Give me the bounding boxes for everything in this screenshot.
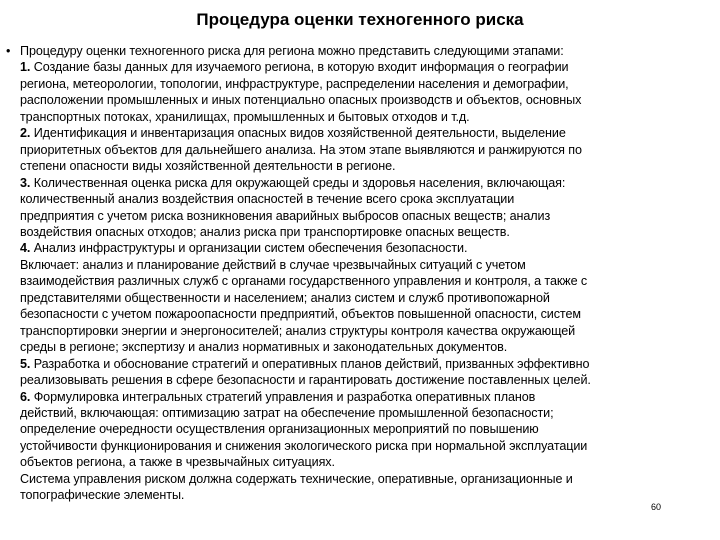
step-text: Анализ инфраструктуры и организации систем обеспечения безопасности. [30,241,468,256]
slide-title: Процедура оценки техногенного риска [196,10,524,29]
step-line [20,59,718,75]
step-text: Создание базы данных для изучаемого региона, в которую входит информация о географии [30,60,569,75]
step-4 [20,240,718,355]
step-text: Идентификация и инвентаризация опасных видов хозяйственной деятельности, выделение [30,126,566,141]
step-1 [20,59,718,125]
step-number: 2. [20,126,31,141]
step-line: количественный анализ воздействия опасностей в течение всего срока эксплуатации [20,192,515,207]
step-5 [20,356,718,389]
closing-paragraph [20,471,718,504]
step-text: Количественная оценка риска для окружающей среды и здоровья населения, включающая: [30,175,566,190]
page-number: 60 [651,502,662,512]
step-line: безопасности с учетом пожароопасности предприятий, объектов повышенной опасности, систем [20,307,581,322]
step-3 [20,175,718,241]
step-line [20,175,718,191]
steps-list [6,59,718,503]
intro-text: Процедуру оценки техногенного риска для региона можно представить следующими этапами: [20,44,564,58]
step-line: представителями общественности и населением; анализ систем и служб противопожарной [20,290,550,305]
step-line [20,389,718,405]
step-line: приоритетных объектов для дальнейшего анализа. На этом этапе выявляются и ранжируются по [20,142,582,157]
step-line: воздействия опасных отходов; анализ риска при транспортировке опасных веществ. [20,224,510,239]
step-number: 3. [20,175,31,190]
step-number: 4. [20,241,31,256]
closing-line: топографические элементы. [20,488,185,503]
step-line: предприятия с учетом риска возникновения аварийных выбросов опасных веществ; анализ [20,208,551,223]
step-number: 6. [20,389,31,404]
step-line: определение очередности осуществления организационных мероприятий по повышению [20,422,539,437]
step-line: среды в регионе; экспертизу и анализ нормативных и законодательных документов. [20,340,508,355]
step-line: региона, метеорологии, топологии, инфраструктуре, распределении населения и демографии, [20,76,569,91]
step-line: степени опасности виды хозяйственной деятельности в регионе. [20,159,396,174]
step-2 [20,125,718,174]
step-line: Включает: анализ и планирование действий в случае чрезвычайных ситуаций с учетом [20,257,526,272]
step-number: 1. [20,60,31,75]
step-line: реализовывать решения в сфере безопасности и гарантировать достижение поставленных целей. [20,373,591,388]
bullet-icon: • [6,44,11,58]
step-line: устойчивости функционирования и снижения экологического риска при нормальной эксплуатации [20,438,588,453]
step-line [20,240,718,256]
slide-body [6,43,718,504]
step-text: Формулировка интегральных стратегий управления и разработка оперативных планов [30,389,536,404]
step-line: действий, включающая: оптимизацию затрат на обеспечение промышленной безопасности; [20,405,554,420]
step-text: Разработка и обоснование стратегий и оперативных планов действий, призванных эффективно [30,356,590,371]
step-line: транспортных потоках, хранилищах, промышленных и бытовых отходов и т.д. [20,109,470,124]
step-number: 5. [20,356,31,371]
step-line [20,356,718,372]
step-line: взаимодействия различных служб с органами государственного управления и контроля, а также с [20,274,588,289]
step-line: объектов региона, а также в чрезвычайных ситуациях. [20,455,335,470]
intro-line [6,43,718,59]
closing-line: Система управления риском должна содержать технические, оперативные, организационные и [20,471,573,486]
step-6 [20,389,718,471]
step-line: транспортировки энергии и энергоносителей; анализ структуры контроля качества окружающей [20,323,576,338]
step-line: расположении промышленных и иных потенциально опасных производств и объектов, основных [20,93,582,108]
step-line [20,125,718,141]
